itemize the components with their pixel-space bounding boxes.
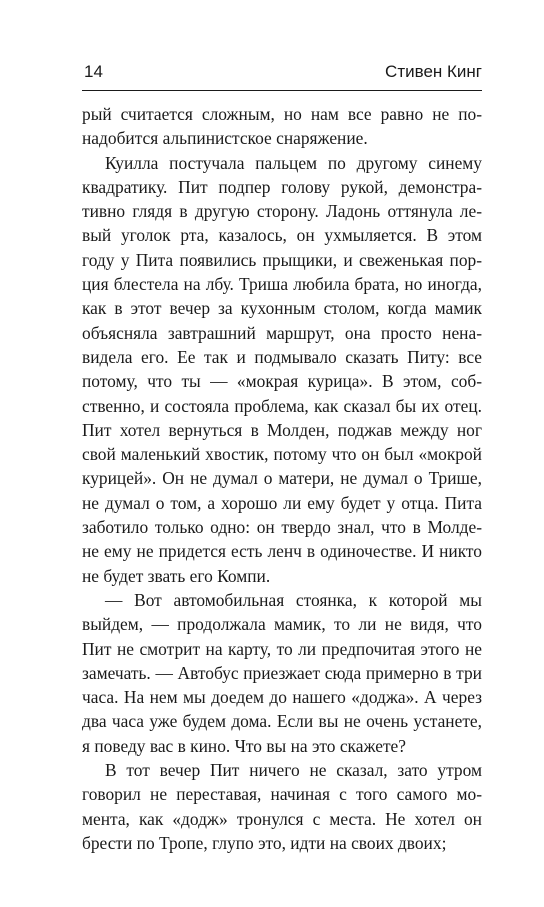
header-rule: [82, 90, 482, 91]
paragraph: [82, 758, 482, 855]
text-line: я поведу вас в кино. Что вы на это скажете?: [82, 735, 406, 756]
paragraph: [82, 588, 482, 758]
text-line: не думал о том, а хорошо ли ему будет у отца. Пита: [82, 492, 482, 513]
text-line: рый считается сложным, но нам все равно не по-: [82, 104, 482, 124]
text-line: выйдем, — продолжала мамик, то ли не видя, что: [82, 614, 482, 635]
text-line: курицей». Он не думал о матери, не думал о Трише,: [82, 468, 482, 489]
text-line: не будет звать его Компи.: [82, 565, 271, 586]
paragraph: [82, 102, 482, 151]
text-line: видела его. Ее так и подмывало сказать Питу: все: [82, 346, 482, 367]
text-line: брести по Тропе, глупо это, идти на своих двоих;: [82, 832, 447, 853]
text-line: вый уголок рта, казалось, он ухмыляется. В этом: [82, 225, 482, 246]
paragraph: [82, 151, 482, 588]
text-line: свой маленький хвостик, потому что он был «мокрой: [82, 444, 482, 465]
text-line: Пит не смотрит на карту, то ли предпочитая этого не: [82, 638, 482, 659]
text-line: два часа уже будем дома. Если вы не очень устанете,: [82, 711, 482, 732]
text-line: надобится альпинистское снаряжение.: [82, 128, 368, 149]
text-line: объясняла завтрашний маршрут, она просто нена-: [82, 322, 482, 343]
text-line: Куилла постучала пальцем по другому синему: [105, 152, 482, 173]
text-line: году у Пита появились прыщики, и свеженькая пор-: [82, 249, 482, 270]
running-head-author: Стивен Кинг: [385, 62, 482, 81]
text-line: квадратику. Пит подпер голову рукой, демонстра-: [82, 176, 482, 197]
text-line: В тот вечер Пит ничего не сказал, зато утром: [105, 760, 482, 781]
text-line: как в этот вечер за кухонным столом, когда мамик: [82, 298, 482, 319]
text-line: часа. На нем мы доедем до нашего «доджа». А через: [82, 687, 482, 708]
text-line: заботило только одно: он твердо знал, что в Молде-: [82, 517, 482, 538]
text-line: потому, что ты — «мокрая курица». В этом, соб-: [82, 371, 482, 392]
text-line: говорил не переставая, начиная с того самого мо-: [82, 784, 482, 805]
body-text: [82, 102, 482, 855]
page-number: 14: [84, 62, 103, 81]
text-line: ция блестела на лбу. Триша любила брата, но иногда,: [82, 274, 482, 295]
text-line: мента, как «додж» тронулся с места. Не хотел он: [82, 808, 482, 829]
text-line: замечать. — Автобус приезжает сюда примерно в три: [82, 662, 482, 683]
text-line: ственно, и состояла проблема, как сказал бы их отец.: [82, 395, 482, 416]
text-line: тивно глядя в другую сторону. Ладонь оттянула ле-: [82, 201, 482, 222]
text-line: не ему не придется есть ленч в одиночестве. И никто: [82, 541, 482, 562]
page-header: [82, 54, 482, 84]
text-line: Пит хотел вернуться в Молден, поджав между ног: [82, 419, 482, 440]
text-line: — Вот автомобильная стоянка, к которой мы: [105, 589, 482, 610]
